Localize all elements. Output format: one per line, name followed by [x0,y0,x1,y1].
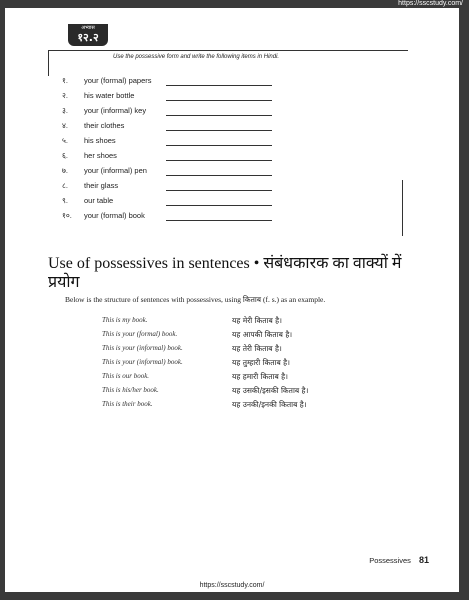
exercise-tab [68,24,108,46]
example-hindi: यह हमारी किताब है। [232,372,288,381]
example-hindi: यह मेरी किताब है। [232,316,283,325]
footer-chapter: Possessives [369,556,411,565]
item-text: his shoes [84,136,116,145]
example-english: This is my book. [102,316,148,324]
exercise-item [62,121,402,133]
example-hindi: यह उसकी/इसकी किताब है। [232,386,309,395]
example-row [102,386,362,398]
top-url: https://sscstudy.com/ [398,0,463,7]
exercise-item [62,91,402,103]
item-number: ५. [62,136,68,145]
item-text: your (informal) pen [84,166,147,175]
exercise-label: अभ्यास [81,25,95,31]
item-number: ३. [62,106,68,115]
exercise-item [62,196,402,208]
item-text: your (formal) papers [84,76,152,85]
book-page [5,8,459,592]
answer-line[interactable] [166,220,272,221]
example-hindi: यह आपकी किताब है। [232,330,293,339]
item-number: १. [62,76,68,85]
exercise-item [62,106,402,118]
item-text: his water bottle [84,91,135,100]
exercise-item [62,151,402,163]
example-row [102,372,362,384]
example-english: This is their book. [102,400,153,408]
item-number: ९. [62,196,68,205]
example-english: This is your (informal) book. [102,344,183,352]
section-heading: Use of possessives in sentences • संबंधकारक का वाक्यों में प्रयोग [48,255,402,291]
example-row [102,316,362,328]
example-english: This is your (formal) book. [102,330,178,338]
example-english: This is our book. [102,372,150,380]
exercise-item [62,181,402,193]
example-row [102,330,362,342]
exercise-item [62,76,402,88]
exercise-block [48,24,408,238]
example-english: This is his/her book. [102,386,159,394]
item-text: their glass [84,181,119,190]
example-row [102,358,362,370]
answer-line[interactable] [166,175,272,176]
page-number: 81 [418,555,429,565]
item-text: our table [84,196,114,205]
example-hindi: यह उनकी/इनकी किताब है। [232,400,307,409]
answer-line[interactable] [166,85,272,86]
exercise-left-rule [48,50,49,76]
item-text: your (formal) book [84,211,145,220]
exercise-top-rule [48,50,408,51]
exercise-number: १२.२ [77,31,99,44]
answer-line[interactable] [166,130,272,131]
exercise-instruction: Use the possessive form and write the following items in Hindi. [113,54,280,60]
section-intro: Below is the structure of sentences with possessives, using किताब (f. s.) as an example. [65,295,326,304]
exercise-right-rule [402,180,403,236]
item-number: ७. [62,166,68,175]
item-text: her shoes [84,151,117,160]
example-hindi: यह तुम्हारी किताब है। [232,358,290,367]
bottom-url[interactable]: https://sscstudy.com/ [199,582,265,589]
exercise-item [62,211,402,223]
exercise-item [62,136,402,148]
example-row [102,344,362,356]
item-number: १०. [62,211,72,220]
item-text: their clothes [84,121,125,130]
answer-line[interactable] [166,115,272,116]
item-number: ४. [62,121,68,130]
exercise-item [62,166,402,178]
answer-line[interactable] [166,190,272,191]
answer-line[interactable] [166,145,272,146]
item-text: your (informal) key [84,106,147,115]
answer-line[interactable] [166,100,272,101]
example-english: This is your (informal) book. [102,358,183,366]
example-row [102,400,362,412]
item-number: २. [62,91,68,100]
answer-line[interactable] [166,160,272,161]
answer-line[interactable] [166,205,272,206]
item-number: ८. [62,181,68,190]
example-hindi: यह तेरी किताब है। [232,344,282,353]
item-number: ६. [62,151,68,160]
page-footer [369,555,429,565]
